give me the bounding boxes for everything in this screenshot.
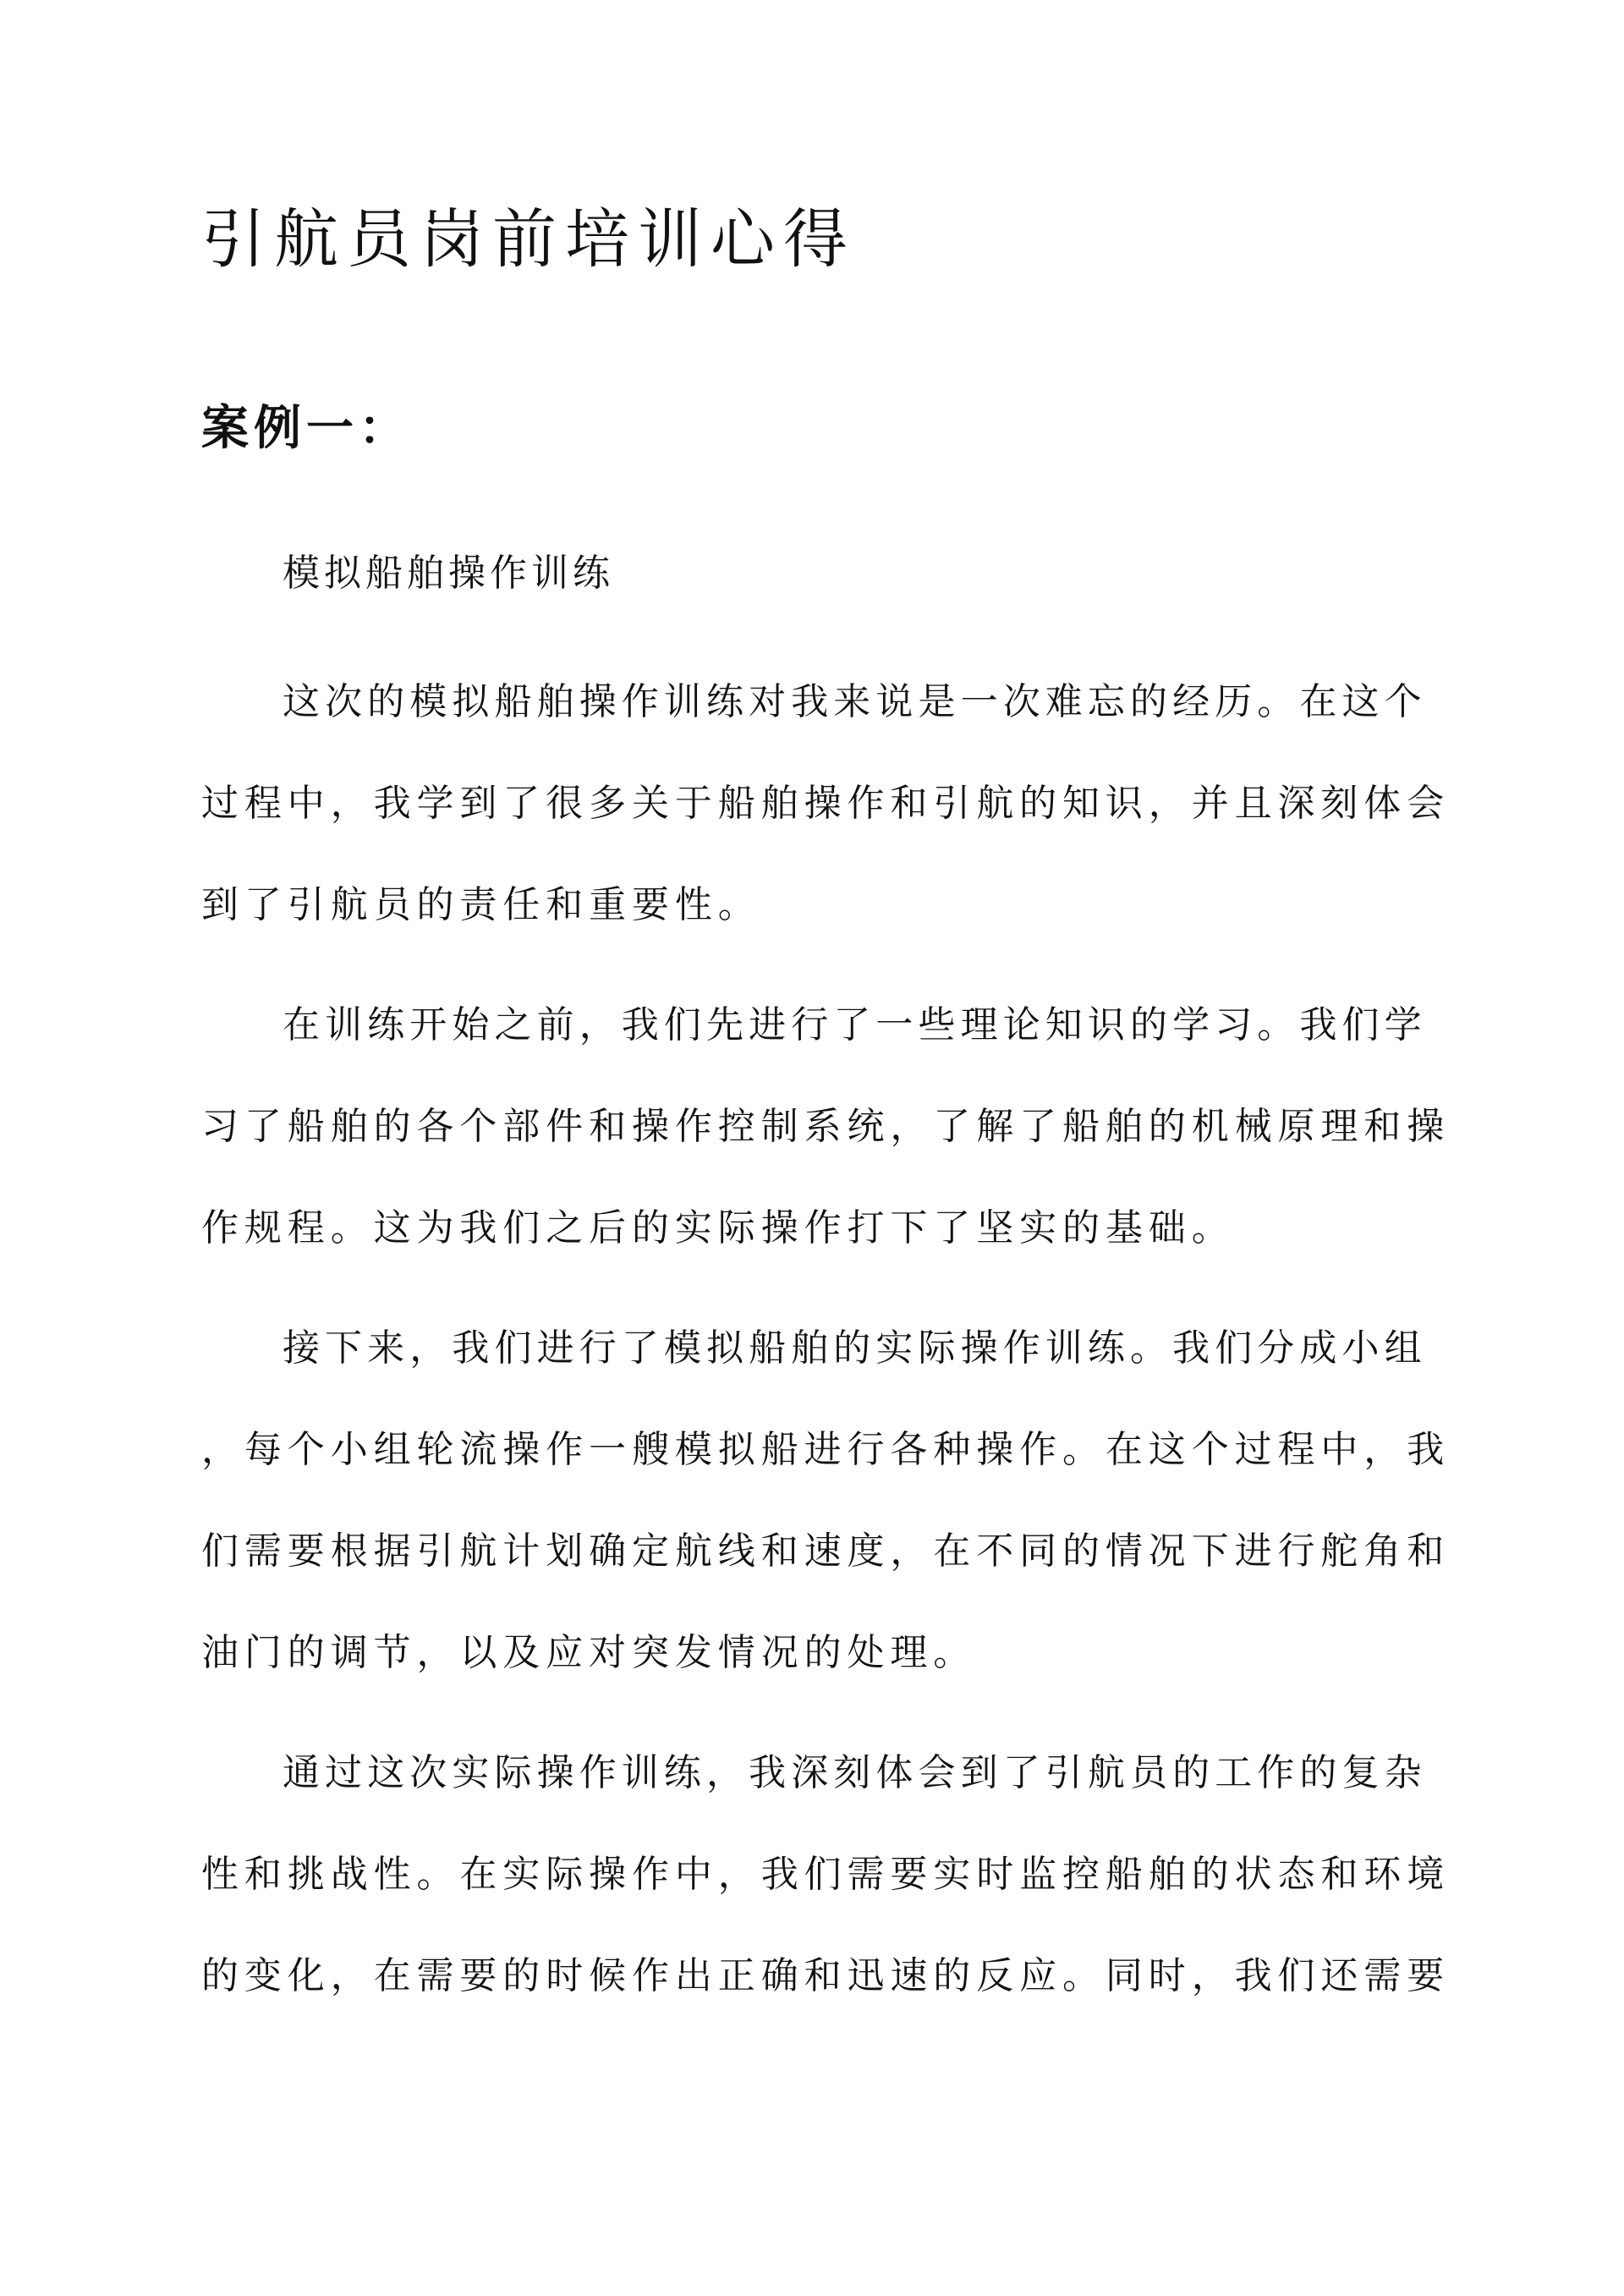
paragraph-line: 习了船舶的各个部件和操作控制系统，了解了船舶的机械原理和操 <box>201 1105 1451 1148</box>
paragraph-line: 到了引航员的责任和重要性。 <box>201 883 761 926</box>
paragraph-line: 油门的调节，以及应对突发情况的处理。 <box>201 1631 977 1674</box>
paragraph-line: 过程中，我学到了很多关于船舶操作和引航的知识，并且深刻体会 <box>201 782 1451 825</box>
section-heading: 案例一： <box>201 401 411 456</box>
paragraph-line: 通过这次实际操作训练，我深刻体会到了引航员的工作的复杂 <box>283 1751 1427 1794</box>
paragraph-line: ，每个小组轮流操作一艘模拟船进行各种操作。在这个过程中，我 <box>201 1428 1451 1471</box>
paragraph-line: 们需要根据引航计划确定航线和速度，在不同的情况下进行舵角和 <box>201 1530 1451 1573</box>
document-title: 引航员岗前培训心得 <box>201 201 856 277</box>
paragraph-line: 性和挑战性。在实际操作中，我们需要实时监控船舶的状态和环境 <box>201 1853 1451 1896</box>
paragraph-line: 这次的模拟船舶操作训练对我来说是一次难忘的经历。在这个 <box>283 680 1427 723</box>
subheading: 模拟船舶操作训练 <box>283 552 614 595</box>
paragraph-line: 作规程。这为我们之后的实际操作打下了坚实的基础。 <box>201 1206 1235 1250</box>
paragraph-line: 的变化，在需要的时候作出正确和迅速的反应。同时，我们还需要 <box>201 1954 1451 1997</box>
paragraph-line: 在训练开始之前，我们先进行了一些理论知识的学习。我们学 <box>283 1003 1427 1046</box>
paragraph-line: 接下来，我们进行了模拟船舶的实际操作训练。我们分成小组 <box>283 1327 1427 1370</box>
